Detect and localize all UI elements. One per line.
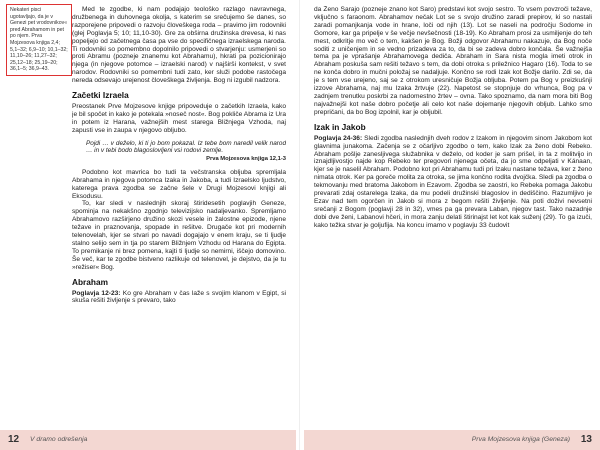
footer-title: Prva Mojzesova knjiga (Geneza) <box>471 436 570 443</box>
chapter-ref: Poglavja 24-36: <box>314 134 363 142</box>
quote-text: Pojdi … v deželo, ki ti jo bom pokazal. Iz tebe bom naredil velik narod … in v tebi bodo blagoslovljeni vsi rodovi zemlje. <box>86 139 286 155</box>
paragraph <box>314 135 592 230</box>
chapter-ref: Poglavja 12-23: <box>72 289 121 297</box>
section-heading: Izak in Jakob <box>314 121 366 132</box>
right-footer <box>304 430 600 450</box>
paragraph: Preostanek Prve Mojzesove knjige pripoveduje o začetkih Izraela, kako je bil spočet in kako je potekala »noseč nost«. Bog pokliče Abrama iz Ura in potem iz Harana, važnejših mest starega Bližnjega Vzhoda, naj zapusti vse in zaupa v njegovo obljubo. <box>72 103 286 134</box>
footer-title: V dramo odrešenja <box>30 436 88 443</box>
margin-note: Nekateri pisci ugotavljajo, da je v Genezi pet vrodovnikov« pred Abrahamom in pet po njem. Prva Mojzesova knjiga 2,4; 5,1–32; 6,9–10; 10,1–32; 11,10–26; 11,27–32; 25,12–18; 25,19–20; 36,1–5; 36,9–43. <box>6 4 72 76</box>
left-page <box>0 0 296 450</box>
left-text-column <box>72 6 286 424</box>
paragraph-text: Sledi zgodba naslednjih dveh rodov z Izakom in njegovim sinom Jakobom kot glavnima junakoma. Začenja se z očarljivo zgodbo o tem, kako Izak za ženo dobi Rebeko. Abraham pošlje zanesljivega služabnika v deželo, od koder je sam prišel, in ta z molitvijo in iznajdljivostjo najde kop Rebeko ter pregovori njenega očeta, da jo sme odpeljati v Kánaan, kjer se je naselil Abraham. Podobno kot pri Abrahamu tudi pri Izaku nastane težava, ker z ženo nimata otrok. Ker pa goreče molita za otroka, se jima končno rodita dvojčka. Sledi pa zgodba o tekmovanju med bratoma Jakobom in Ezavom. Zgodba se zaostri, ko Rebeka pomaga Jakobu prevarati zdaj ostarelega Izaka, da mu podeli družinski blagoslov in dediščino. Razumljivo je Ezav nad tem ogorčen in Jakob si mora z begom rešiti življenje. Na poti doživi nevsetni srečanji z Bogom (poglavji 28 in 32), vmes pa ga prevara Laban, njegov tast. Tako nazadnje dobi dve ženi, Labanovi hčeri, in mora zanju delati štirinajst let kot kak suženj (29). To ga izuči, kako težka stvar je goljufija. Na koncu imamo v poglavju 33 čudovit <box>314 134 592 229</box>
book-spine <box>299 0 300 450</box>
section-heading: Abraham <box>72 276 108 287</box>
paragraph: To, kar sledi v naslednjih skoraj štiridesetih poglavjih Geneze, spominja na nekakšno zgodnjo televizijsko nadaljevanko. Spremljamo Abrahamovo razširjeno družino skozi vesele in žalostne epizode, njene težave in praznovanja, spopade in rešitve. Drugače kot pri modernih telenovelah, kjer se stvari po navadi dogajajo v enem kraju, se ti ljudje stalno selijo sem in tja po starem Bližnjem Vzhodu od Harana do Egipta. To premikanje ni brez pomena, kajti ti ljudje so nemirni, iščejo domovino. Še več, kar te zgodbe bistveno razlikuje od telenovel, je dejstvo, da je tu »režiser« Bog. <box>72 200 286 271</box>
paragraph: da Ženo Sarajo (pozneje znano kot Saro) predstavi kot svojo sestro. To vsem povzroči težave, vključno s faraonom. Abrahamov nečak Lot se s svojo družino zaradi prepirov, ki so nastali zaradi pomanjkanja vode in hrane, loči od njih (13). Lot se naseli na področju Sodome in Gomore, kar ga pripelje v še večje nevšečnosti (18-19). Ko Abraham prosi za usmiljenje do teh mest, odkritje mo več o tem, kakšen je Bog. Božji odgovor Abrahamu nakazuje, da Bog noče soditi z uničenjem in se vedno prizadeva za to, da bi se zadeva dobro končala. Še važnejša tema pa je vprašanje Abrahamovega dediča. Abraham in Sara nista mogla imeti otrok in Abraham poskuša sam rešiti težavo s tem, da dobi otroka s priležnico Hagaro (16). Toda to se ne konča dobro in mučni položaj se nadaljuje. Končno se rodi Izak kot Božje darilo. Zdi se, da je s tem vse urejeno, saj se z otrokom uresničuje Božja obljuba. Potem pa Bog v preizkušnji izzove Abrahama, naj mu Izaka žrtvuje (22). Napetost se stopnjuje do vrhunca, Bog pa v zadnjem trenutku poskrbi za nadomestno žrtev – ovna. Tako spoznamo, da nam mora biti Bog najvažnejši kot naše dobro početje ali celo kot naše dojemanje njegovih obljub. Lahko smo prepričani, da bo Bog izpolnil, kar je obljubil. <box>314 6 592 116</box>
page-number: 13 <box>580 434 592 445</box>
section-heading: Začetki Izraela <box>72 90 129 101</box>
page-number: 12 <box>8 434 20 445</box>
left-footer <box>0 430 296 450</box>
paragraph <box>72 290 286 306</box>
right-page <box>304 0 600 450</box>
quote-source: Prva Mojzesova knjiga 12,1-3 <box>206 156 286 163</box>
scripture-quote <box>86 140 286 164</box>
paragraph: Podobno kot mavrica bo tudi ta večstranska obljuba spremljala Abrahama in njegova potomca Izaka in Jakoba, a tudi Izraelsko ljudstvo, katerega prava zgodba se začne šele v Drugi Mojzesovi knjigi ali Eksodusu. <box>72 168 286 200</box>
paragraph-text: Ko gre Abraham v čas laže s svojim klanom v Egipt, si skuša rešiti življenje s prevaro, tako <box>72 289 286 305</box>
paragraph: Med te zgodbe, ki nam podajajo teološko razlago navravnega, družbenega in duhovnega okolja, s katerim se srečujemo še danes, so razporejene pripovedi o razvoju človeškega roda – pravimo jim rodovniki (glej Poglavja 5; 10; 11,10-30). Gre za obširna družinska drevesa, ki nas popeljejo od začetnega časa pa vse do specifičnega izraelskega naroda. Ti rodovniki so pomembno dopolnilo pripovedi o stvarjenju: usmerjeni so proti Abramu (pozneje znanemu kot Abrahamu), hkrati pa pozicionirajo njega (in njegove potomce – izraelski narod) v najširši kontekst, v svet narodov. Rodovniki so pomembni tudi zato, ker služi podobe rastočega nereda odsevajo urejenost človeškega življenja. Bog ni izgubil nadzora. <box>72 6 286 85</box>
right-text-column <box>314 6 592 424</box>
